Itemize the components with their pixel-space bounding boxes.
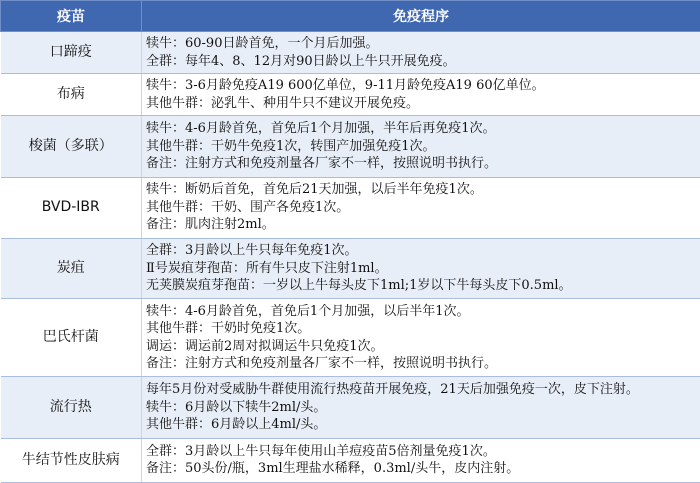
- table-row: [1, 116, 700, 177]
- schedule-line: 其他牛群：6月龄以上4ml/头。: [146, 417, 327, 433]
- vaccine-name: 口蹄疫: [1, 32, 142, 74]
- table-row: [1, 438, 700, 482]
- table-row: [1, 177, 700, 238]
- schedule-line: 备注：50头份/瓶，3ml生理盐水稀释，0.3ml/头牛，皮内注射。: [146, 461, 520, 477]
- schedule-line: 备注：注射方式和免疫剂量各厂家不一样，按照说明书执行。: [146, 156, 498, 172]
- schedule-cell: [142, 74, 700, 116]
- schedule-cell: [142, 438, 700, 482]
- schedule-cell: [142, 299, 700, 377]
- schedule-line: 犊牛：3-6月龄免疫A19 600亿单位，9-11月龄免疫A19 60亿单位。: [146, 78, 545, 94]
- schedule-line: 其他牛群：干奶、围产各免疫1次。: [146, 199, 350, 215]
- table-row: [1, 238, 700, 298]
- schedule-line: 全群：每年4、8、12月对90日龄以上牛只开展免疫。: [146, 53, 456, 69]
- table-header-row: [1, 1, 700, 32]
- vaccine-name: BVD-IBR: [1, 177, 142, 238]
- table-body: [1, 32, 700, 483]
- schedule-cell: [142, 32, 700, 74]
- schedule-line: 调运：调运前2周对拟调运牛只免疫1次。: [146, 338, 384, 354]
- header-vaccine: 疫苗: [1, 1, 142, 32]
- schedule-line: 全群：3月龄以上牛只每年免疫1次。: [146, 243, 358, 259]
- vaccine-name: 布病: [1, 74, 142, 116]
- schedule-line: 其他牛群：干奶时免疫1次。: [146, 321, 311, 337]
- schedule-line: 每年5月份对受威胁牛群使用流行热疫苗开展免疫，21天后加强免疫一次，皮下注射。: [146, 382, 639, 398]
- header-schedule: 免疫程序: [142, 1, 700, 32]
- vaccine-name: 炭疽: [1, 238, 142, 298]
- schedule-line: 无荚膜炭疽芽孢苗：一岁以上牛每头皮下1ml;1岁以下牛每头皮下0.5ml。: [146, 278, 572, 294]
- table-row: [1, 377, 700, 438]
- schedule-line: 犊牛：4-6月龄首免，首免后1个月加强，半年后再免疫1次。: [146, 121, 496, 137]
- schedule-line: 备注：注射方式和免疫剂量各厂家不一样，按照说明书执行。: [146, 356, 498, 372]
- schedule-line: 犊牛：60-90日龄首免，一个月后加强。: [146, 36, 379, 52]
- schedule-line: 犊牛：4-6月龄首免，首免后1个月加强，以后半年1次。: [146, 303, 470, 319]
- schedule-line: 其他牛群：干奶牛免疫1次，转围产加强免疫1次。: [146, 138, 436, 154]
- table-row: [1, 74, 700, 116]
- schedule-line: 犊牛：断奶后首免，首免后21天加强，以后半年免疫1次。: [146, 182, 483, 198]
- table-row: [1, 32, 700, 74]
- vaccine-name: 牛结节性皮肤病: [1, 438, 142, 482]
- schedule-line: Ⅱ号炭疽芽孢苗：所有牛只皮下注射1ml。: [146, 260, 388, 276]
- vaccine-name: 流行热: [1, 377, 142, 438]
- schedule-line: 全群：3月龄以上牛只每年使用山羊痘疫苗5倍剂量免疫1次。: [146, 443, 496, 459]
- schedule-line: 其他牛群：泌乳牛、种用牛只不建议开展免疫。: [146, 95, 420, 111]
- vaccine-name: 梭菌（多联）: [1, 116, 142, 177]
- schedule-cell: [142, 177, 700, 238]
- schedule-line: 犊牛：6月龄以下犊牛2ml/头。: [146, 399, 327, 415]
- schedule-cell: [142, 377, 700, 438]
- schedule-line: 备注：肌肉注射2ml。: [146, 217, 275, 233]
- vaccine-name: 巴氏杆菌: [1, 299, 142, 377]
- schedule-cell: [142, 238, 700, 298]
- schedule-cell: [142, 116, 700, 177]
- table-row: [1, 299, 700, 377]
